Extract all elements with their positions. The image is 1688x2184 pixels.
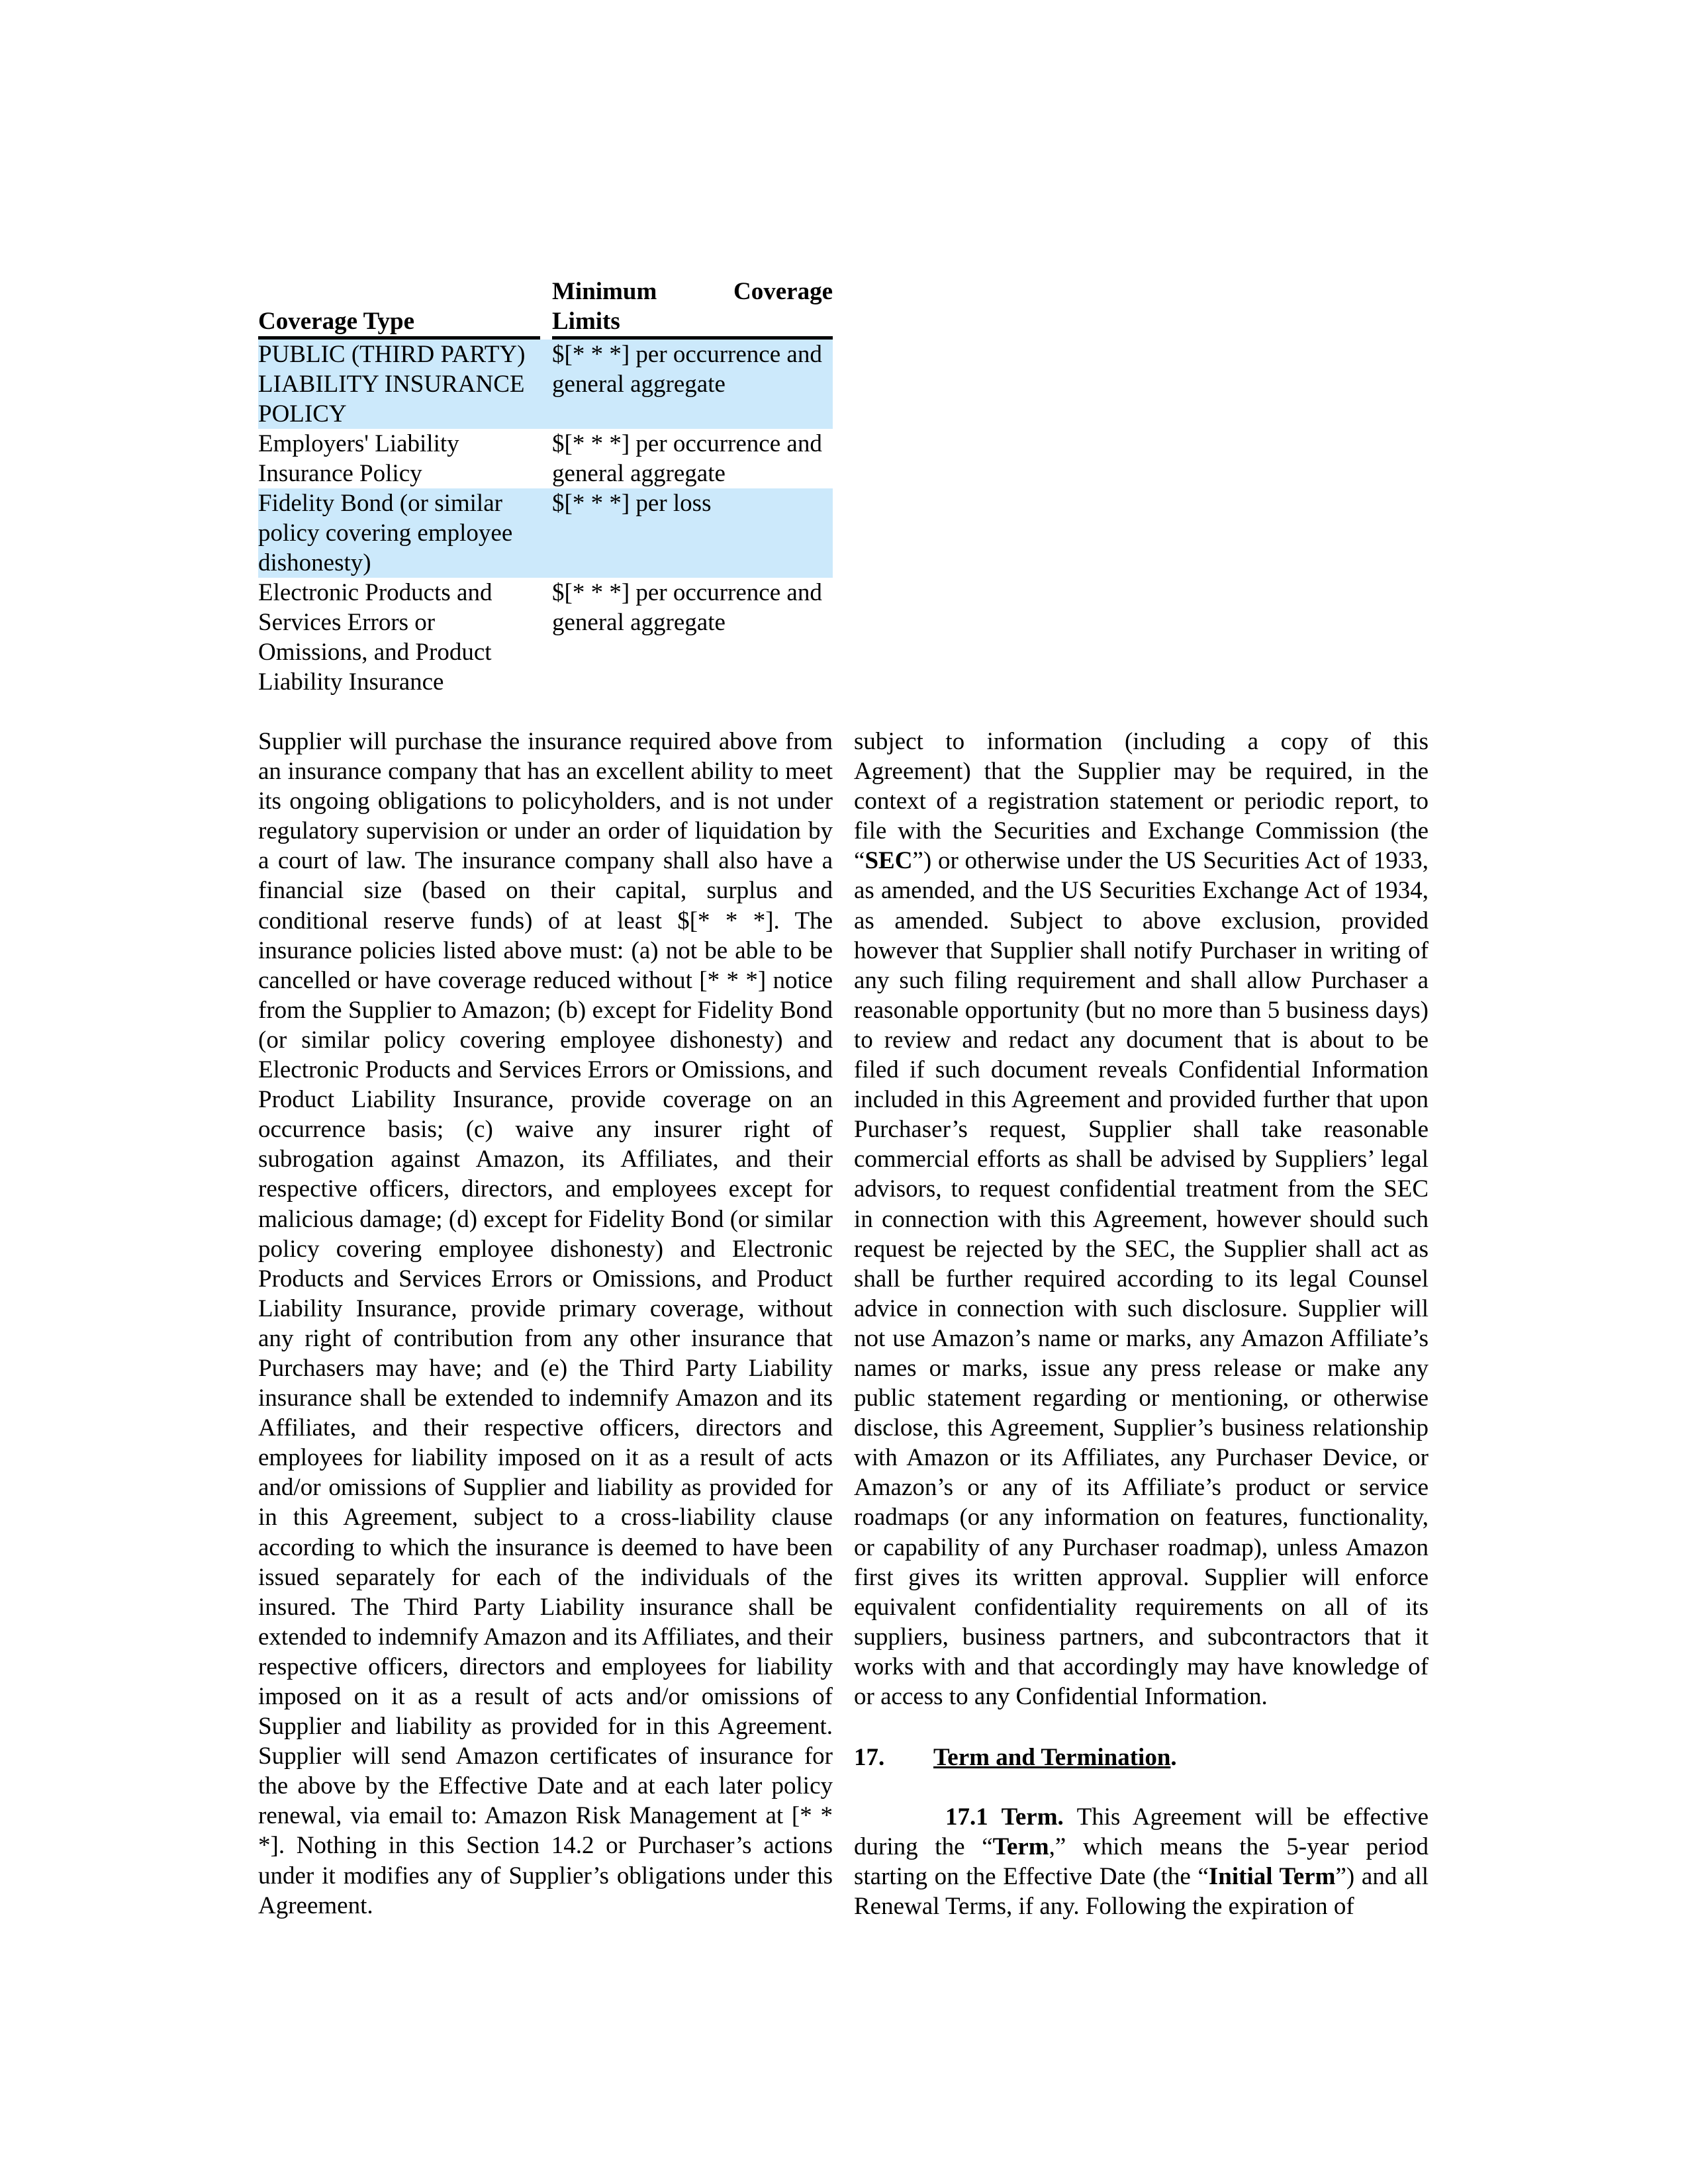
initial-term-defined-term: Initial Term [1208,1863,1336,1891]
text-run: ”) and all Renewal Terms, if any. Following the expiration of [854,1863,1429,1921]
coverage-type-cell: Fidelity Bond (or similar policy covering employee dishonesty) [258,490,513,576]
text-run: ,” which means the 5-year period starting on the Effective Date (the “ [854,1833,1429,1891]
sec-defined-term: SEC [865,847,913,875]
table-row [258,429,833,488]
insurance-requirements-paragraph: Supplier will purchase the insurance required above from an insurance company that has an excellent ability to meet its ongoing obligations to policyholders, and is not under regulatory supervision or under an order of liquidation by a court of law. The insurance company shall also have a financial size (based on their capital, surplus and conditional reserve funds) of at least $[* * *]. The insurance policies listed above must: (a) not be able to be cancelled or have coverage reduced without [* * *] notice from the Supplier to Amazon; (b) except for Fidelity Bond (or similar policy covering employee dishonesty) and Electronic Products and Services Errors or Omissions, and Product Liability Insurance, provide coverage on an occurrence basis; (c) waive any insurer right of subrogation against Amazon, its Affiliates, and their respective officers, directors, and employees except for malicious damage; (d) except for Fidelity Bond (or similar policy covering employee dishonesty) and Electronic Products and Services Errors or Omissions, and Product Liability Insurance, provide primary coverage, without any right of contribution from any other insurance that Purchasers may have; and (e) the Third Party Liability insurance shall be extended to indemnify Amazon and its Affiliates, and their respective officers, directors and employees for liability imposed on it as a result of acts and/or omissions of Supplier and liability as provided for in this Agreement, subject to a cross-liability clause according to which the insurance is deemed to have been issued separately for each of the individuals of the insured. The Third Party Liability insurance shall be extended to indemnify Amazon and its Affiliates, and their respective officers, directors and employees for liability imposed on it as a result of acts and/or omissions of Supplier and liability as provided for in this Agreement. Supplier will send Amazon certificates of insurance for the above by the Effective Date and at each later policy renewal, via email to: Amazon Risk Management at [* * *]. Nothing in this Section 14.2 or Purchaser’s actions under it modifies any of Supplier’s obligations under this Agreement. [258,728,833,1919]
section-title-period: . [1170,1744,1177,1772]
coverage-limit-cell: $[* * *] per loss [552,490,712,517]
table-row [258,488,833,578]
text-run: This Agreement will be effective during the “ [854,1803,1429,1861]
text-run: ”) or otherwise under the US Securities Act of 1933, as amended, and the US Securities Exchange Act of 1934, as amended. Subject to above exclusion, provided however that Supplier shall notify Purchaser in writing of any such filing requirement and shall allow Purchaser a reasonable opportunity (but no more than 5 business days) to review and redact any document that is about to be filed if such document reveals Confidential Information included in this Agreement and provided further that upon Purchaser’s request, Supplier shall take reasonable commercial efforts as shall be advised by Suppliers’ legal advisors, to request confidential treatment from the SEC in connection with this Agreement, however should such request be rejected by the SEC, the Supplier shall act as shall be further required according to its legal Counsel advice in connection with such disclosure. Supplier will not use Amazon’s name or marks, any Amazon Affiliate’s names or marks, issue any press release or make any public statement regarding or mentioning, or otherwise disclose, this Agreement, Supplier’s business relationship with Amazon or its Affiliates, any Purchaser Device, or Amazon’s or any of its Affiliate’s product or service roadmaps (or any information on features, functionality, or capability of any Purchaser roadmap), unless Amazon first gives its written approval. Supplier will enforce equivalent confidentiality requirements on all of its suppliers, business partners, and subcontractors that it works with and that accordingly may have knowledge of or access to any Confidential Information. [854,847,1429,1710]
right-text-column [854,727,1429,1922]
insurance-coverage-table [258,277,833,697]
table-row [258,340,833,429]
section-title: Term and Termination [933,1744,1171,1772]
term-paragraph [854,1802,1429,1921]
header-minimum-coverage-limits [552,277,833,340]
subsection-label: 17.1 Term. [945,1803,1064,1831]
coverage-type-cell: PUBLIC (THIRD PARTY) LIABILITY INSURANCE POLICY [258,341,526,428]
coverage-type-cell: Employers' Liability Insurance Policy [258,430,459,487]
text-run: subject to information (including a copy of this Agreement) that the Supplier may be required, in the context of a registration statement or periodic report, to file with the Securities and Exchange Commission (the “ [854,728,1429,875]
coverage-limit-cell: $[* * *] per occurrence and general aggregate [552,341,822,398]
table-row [258,578,833,697]
coverage-type-cell: Electronic Products and Services Errors or Omissions, and Product Liability Insurance [258,579,492,696]
header-limits-line1: Minimum Coverage [552,278,833,305]
section-number: 17. [854,1744,885,1772]
term-defined-term: Term [992,1833,1049,1861]
header-coverage-type: Coverage Type [258,306,540,340]
table-header-row [258,277,833,340]
left-text-column [258,727,833,1921]
confidentiality-paragraph [854,727,1429,1711]
coverage-limit-cell: $[* * *] per occurrence and general aggregate [552,430,822,487]
header-limits-line2: Limits [552,308,620,335]
coverage-limit-cell: $[* * *] per occurrence and general aggregate [552,579,822,636]
section-heading [854,1743,1429,1772]
